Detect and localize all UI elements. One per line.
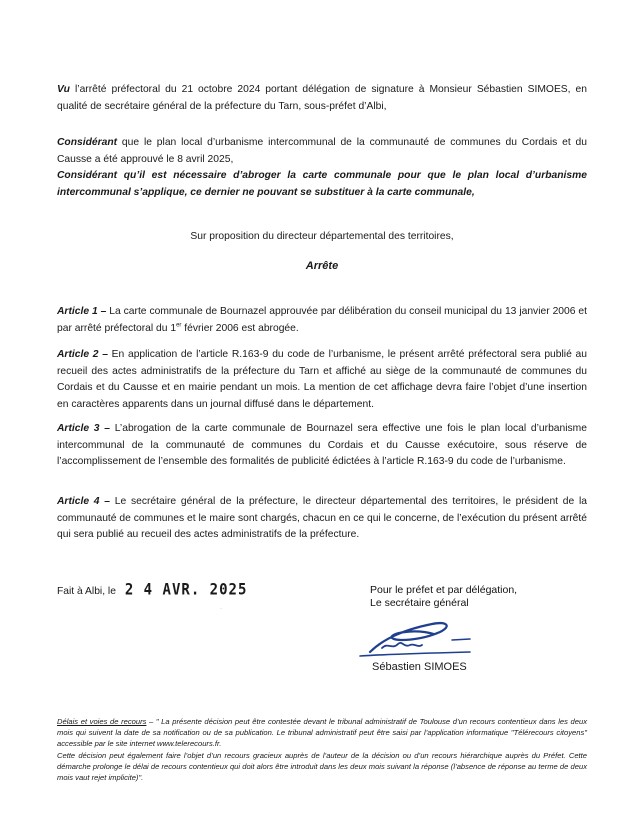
article-text: Le secrétaire général de la préfecture, le directeur départemental des territoires, le président de la communauté de communes et le maire sont chargés, chacun en ce qui le concerne, de l’exécution du présent arrêté qui sera publié au recueil des actes administratifs de la préfecture. [57, 496, 587, 540]
delegation-line: Pour le préfet et par délégation, [370, 584, 518, 596]
place-label: Fait à Albi, le [57, 586, 116, 597]
arrete-heading: Arrête [305, 260, 339, 272]
article-label: Article 1 – [57, 306, 107, 317]
article-4 [57, 494, 587, 544]
consideration-plui-approved [57, 135, 587, 168]
signer-name: Sébastien SIMOES [372, 661, 467, 673]
article-text-tail: février 2006 est abrogée. [181, 322, 299, 334]
article-text: La carte communale de Bournazel approuvée par délibération du conseil municipal du 13 janvier 2006 et par arrêté préfectoral du 1 [57, 306, 587, 334]
article-3 [57, 421, 587, 471]
date-stamp: 2 4 AVR. 2025 [124, 580, 248, 600]
article-text: L’abrogation de la carte communale de Bournazel sera effective une fois le plan local d’urbanisme intercommunal de la communauté de communes du Cordais et du Causse exécutoire, sous réserve de l’accomplissement de l’ensemble des formalités de publicité édictées à l’article R.163-9 du code de l’urbanisme. [57, 423, 587, 467]
consideration-vu [57, 82, 587, 115]
article-label: Article 3 – [57, 423, 111, 434]
consideration-necessity [57, 168, 587, 201]
article-text: En application de l’article R.163-9 du code de l’urbanisme, le présent arrêté préfectoral sera publié au recueil des actes administratifs de la préfecture du Tarn et affiché au siège de la communauté de communes du Cordais et du Causse et en mairie pendant un mois. La mention de cet affichage devra faire l’objet d’une insertion en caractères apparents dans un journal diffusé dans le département. [57, 349, 587, 410]
article-label: Article 4 – [57, 496, 110, 507]
consideration-lead: Considérant [57, 137, 118, 148]
article-label: Article 2 – [57, 349, 108, 360]
place-date-line [57, 582, 247, 598]
article-1 [57, 304, 587, 337]
consideration-lead: Considérant qu’il est nécessaire d’abroger la carte communale pour que le plan local d’urbanisme intercommunal s’applique, ce dernier ne pouvant se substituer à la carte communale, [57, 170, 587, 198]
appeal-notice [57, 716, 587, 783]
handwritten-signature-icon [352, 612, 482, 662]
delegation-block [370, 584, 570, 610]
separator-dots: · [220, 606, 222, 612]
appeal-heading: Délais et voies de recours [57, 717, 147, 726]
consideration-text: l’arrêté préfectoral du 21 octobre 2024 portant délégation de signature à Monsieur Sébastien SIMOES, en qualité de secrétaire général de la préfecture du Tarn, sous-préfet d’Albi, [57, 84, 587, 112]
appeal-text: – " La présente décision peut être contestée devant le tribunal administratif de Toulouse d’un recours contentieux dans les deux mois qui suivent la date de sa notification ou de sa publication. Le tribunal administratif peut être saisi par l’application informatique "Télérecours citoyens" accessible par le site internet www.telerecours.fr. [57, 717, 588, 749]
consideration-text: que le plan local d’urbanisme intercommunal de la communauté de communes du Cordais et du Causse a été approuvé le 8 avril 2025, [57, 137, 587, 165]
article-sup: er [176, 322, 182, 329]
delegation-title: Le secrétaire général [370, 597, 469, 609]
consideration-lead: Vu [57, 84, 70, 95]
appeal-text-2: Cette décision peut également faire l’objet d’un recours gracieux auprès de l’auteur de la décision ou d’un recours hiérarchique auprès du Préfet. Cette démarche prolonge le délai de recours contentieux qui doit alors être introduit dans les deux mois suivant la réponse (l’absence de réponse au terme de deux mois vaut rejet implicite)". [57, 750, 587, 783]
article-2 [57, 347, 587, 413]
proposition-line: Sur proposition du directeur départemental des territoires, [190, 231, 454, 242]
